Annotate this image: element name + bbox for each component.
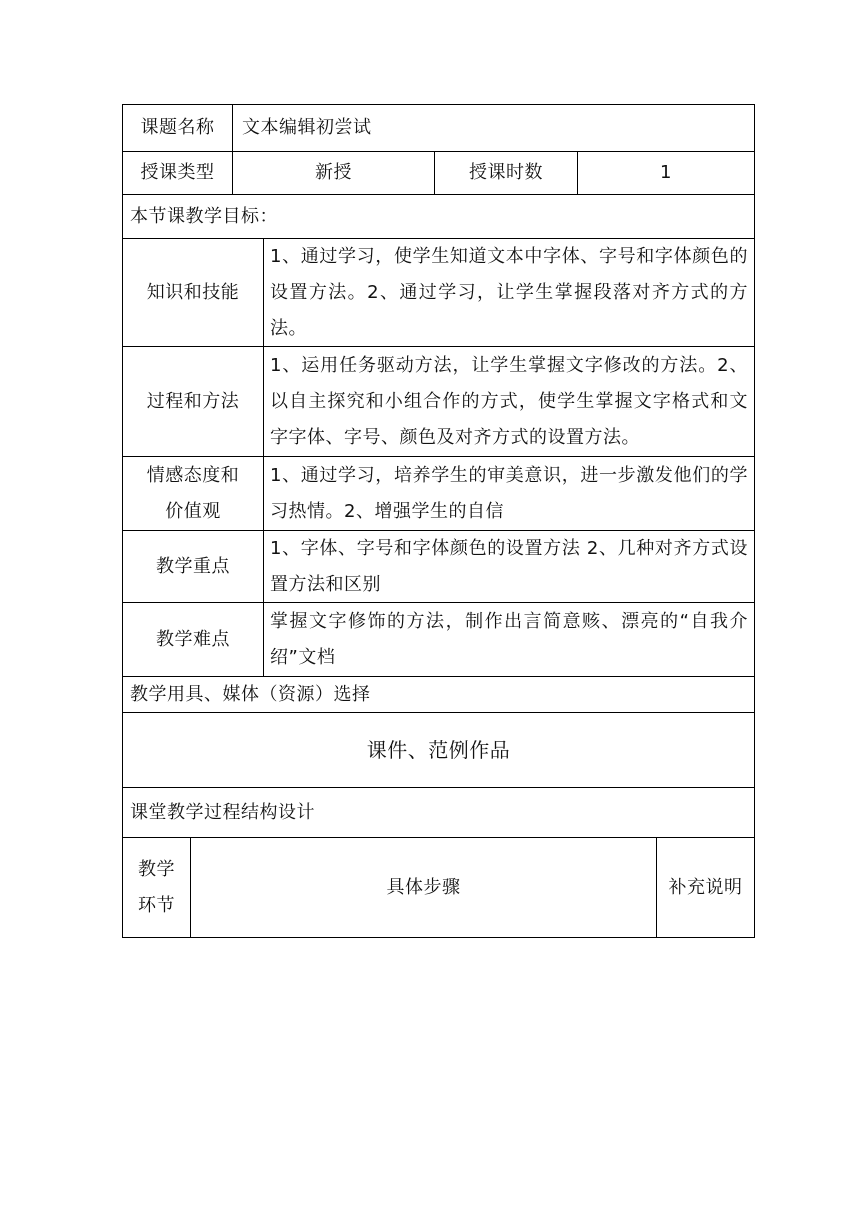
key-label: 教学重点 <box>156 555 230 577</box>
knowledge-value: 1、通过学习，使学生知道文本中字体、字号和字体颜色的设置方法。2、通过学习，让学生掌握段落对齐方式的方法。 <box>270 245 748 339</box>
table-rule <box>122 937 755 938</box>
emotion-label: 情感态度和价值观 <box>146 464 240 522</box>
objectives-header: 本节课教学目标： <box>130 205 278 227</box>
media-value: 课件、范例作品 <box>366 738 511 762</box>
key-value: 1、字体、字号和字体颜色的设置方法 2、几种对齐方式设置方法和区别 <box>270 537 748 595</box>
process-value: 1、运用任务驱动方法，让学生掌握文字修改的方法。2、以自主探究和小组合作的方式，使学生掌握文字格式和文字字体、字号、颜色及对齐方式的设置方法。 <box>270 354 748 448</box>
media-header: 教学用具、媒体（资源）选择 <box>130 683 371 705</box>
hours-label: 授课时数 <box>469 162 543 183</box>
emotion-value: 1、通过学习，培养学生的审美意识，进一步激发他们的学习热情。2、增强学生的自信 <box>270 464 748 522</box>
topic-value: 文本编辑初尝试 <box>242 117 372 138</box>
difficulty-label: 教学难点 <box>156 628 230 650</box>
table-rule <box>754 104 755 938</box>
type-label: 授课类型 <box>140 162 215 183</box>
knowledge-label: 知识和技能 <box>146 281 240 303</box>
type-value: 新授 <box>315 162 352 183</box>
hours-value: 1 <box>660 162 672 183</box>
process-label: 过程和方法 <box>146 390 240 412</box>
col-notes: 补充说明 <box>668 876 743 898</box>
topic-label: 课题名称 <box>140 117 215 138</box>
difficulty-value: 掌握文字修饰的方法，制作出言简意赅、漂亮的“自我介绍”文档 <box>270 610 748 668</box>
col-stage: 教学环节 <box>138 858 175 916</box>
col-steps: 具体步骤 <box>386 876 461 898</box>
process-design-header: 课堂教学过程结构设计 <box>130 801 315 823</box>
